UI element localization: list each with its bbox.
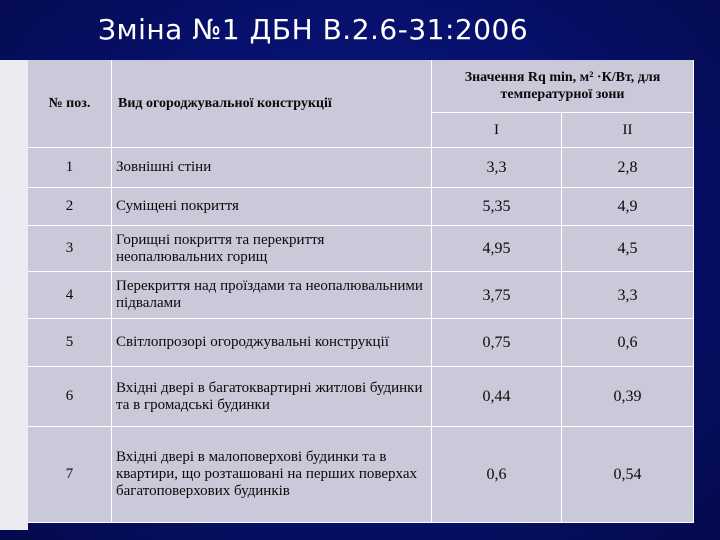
resistance-table: [28, 60, 694, 523]
row-1-zone-1: 3,3: [432, 148, 562, 188]
row-7-zone-1: 0,6: [432, 427, 562, 523]
header-value-group: Значення Rq min, м² ·К/Вт, для температурної зони: [432, 60, 694, 113]
row-5-name: Світлопрозорі огороджувальні конструкції: [112, 319, 432, 367]
row-2-zone-2: 4,9: [562, 188, 694, 226]
row-7-zone-2: 0,54: [562, 427, 694, 523]
row-2-zone-1: 5,35: [432, 188, 562, 226]
row-4-pos: 4: [28, 272, 112, 319]
row-6-zone-2: 0,39: [562, 367, 694, 427]
row-2-pos: 2: [28, 188, 112, 226]
row-3-zone-2: 4,5: [562, 226, 694, 272]
header-zone-1: I: [432, 113, 562, 148]
row-1-zone-2: 2,8: [562, 148, 694, 188]
row-4-zone-2: 3,3: [562, 272, 694, 319]
row-4-zone-1: 3,75: [432, 272, 562, 319]
left-accent-bar: [0, 60, 28, 530]
row-3-pos: 3: [28, 226, 112, 272]
row-5-pos: 5: [28, 319, 112, 367]
row-3-zone-1: 4,95: [432, 226, 562, 272]
header-zone-2: II: [562, 113, 694, 148]
row-6-zone-1: 0,44: [432, 367, 562, 427]
row-2-name: Суміщені покриття: [112, 188, 432, 226]
header-kind: Вид огороджувальної конструкції: [112, 60, 432, 148]
row-6-name: Вхідні двері в багатоквартирні житлові будинки та в громадські будинки: [112, 367, 432, 427]
row-3-name: Горищні покриття та перекриття неопалювальних горищ: [112, 226, 432, 272]
row-5-zone-1: 0,75: [432, 319, 562, 367]
row-5-zone-2: 0,6: [562, 319, 694, 367]
header-pos: № поз.: [28, 60, 112, 148]
slide-title: Зміна №1 ДБН В.2.6-31:2006: [98, 13, 529, 46]
row-4-name: Перекриття над проїздами та неопалювальними підвалами: [112, 272, 432, 319]
row-1-name: Зовнішні стіни: [112, 148, 432, 188]
row-7-name: Вхідні двері в малоповерхові будинки та в квартири, що розташовані на перших поверхах багатоповерхових будинків: [112, 427, 432, 523]
row-6-pos: 6: [28, 367, 112, 427]
row-7-pos: 7: [28, 427, 112, 523]
row-1-pos: 1: [28, 148, 112, 188]
